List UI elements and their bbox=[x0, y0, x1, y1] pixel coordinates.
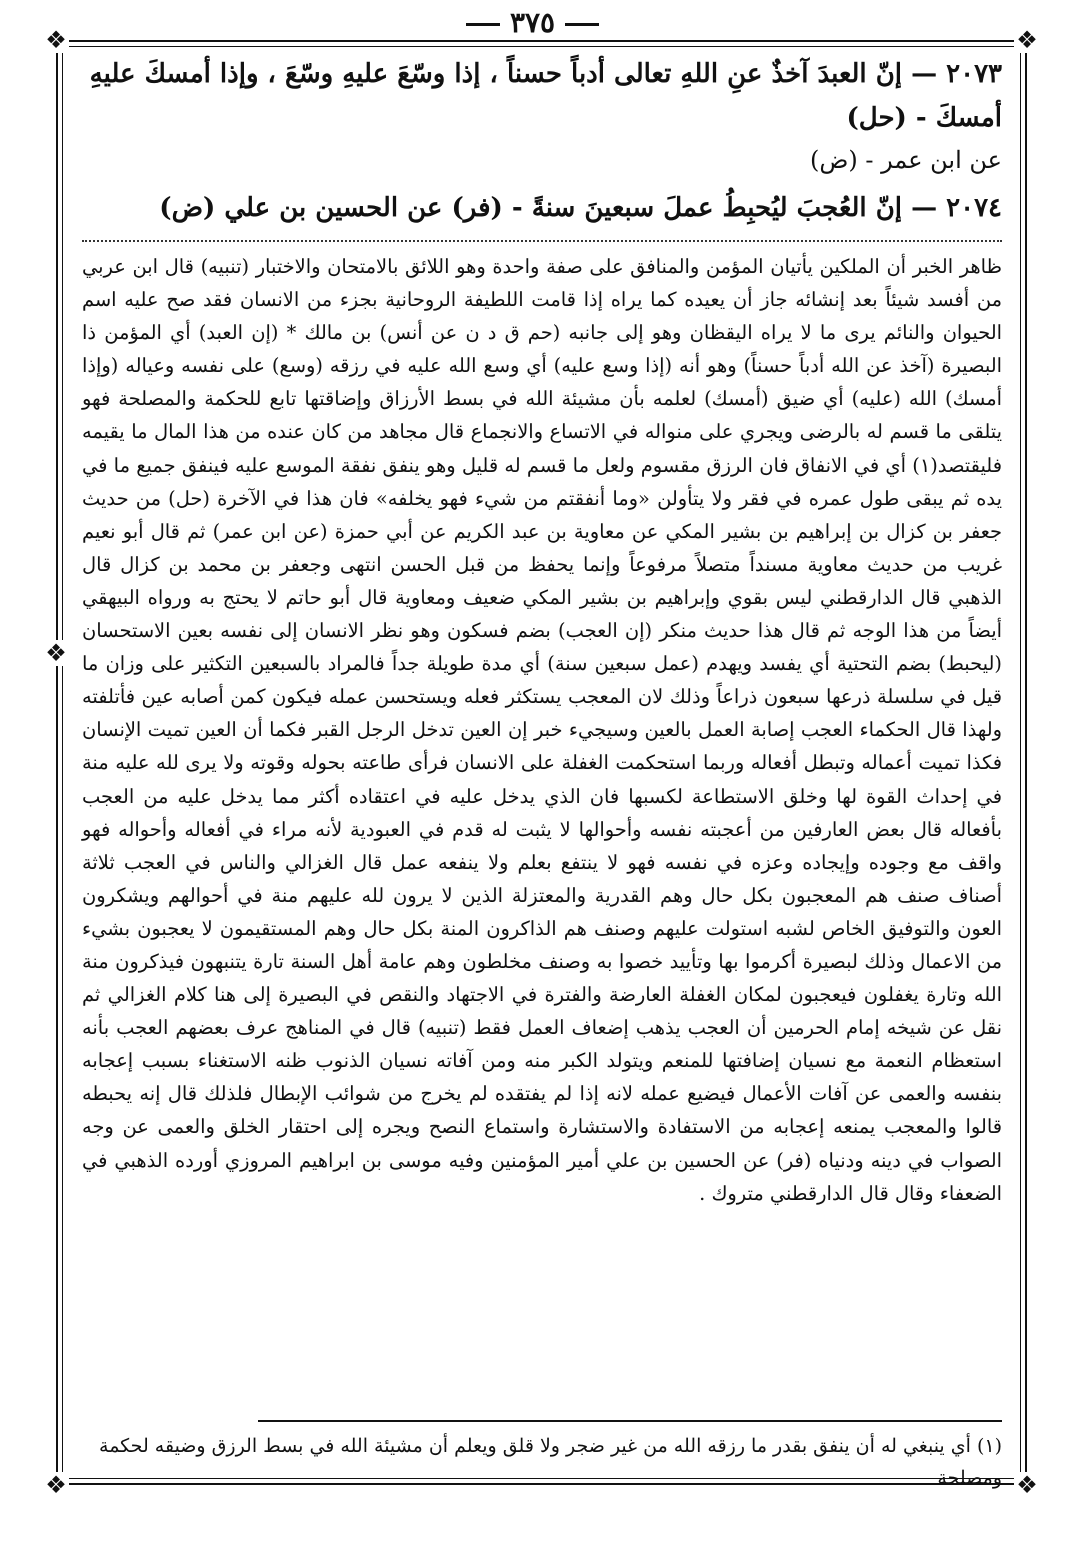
commentary-text: ظاهر الخبر أن الملكين يأتيان المؤمن والمنافق على صفة واحدة وهو اللائق بالامتحان والاختبار (تنبيه) قال ابن عربي من أفسد شيئاً بعد إنشائه جاز أن يعيده كما يراه إذا قامت اللطيفة الروحانية بجزء من الانسان فقد صح عليه اسم الحيوان والنائم يرى ما لا يراه اليقظان وهو إلى جانبه (حم ق د ن عن أنس) بن مالك * (إن العبد) أي المؤمن ذا البصيرة (آخذ عن الله أدباً حسناً) وهو أنه (إذا وسع عليه) أي وسع الله عليه في رزقه (وسع) على نفسه وعياله (وإذا أمسك) الله (عليه) أي ضيق (أمسك) لعلمه بأن مشيئة الله في بسط الأرزاق وإضاقتها تابع للحكمة والمصلحة فهو يتلقى ما قسم له بالرضى ويجري على منواله في الاتساع والانجماع قال مجاهد من كان عنده من هذا المال ما يقيمه فليقتصد(١) أي في الانفاق فان الرزق مقسوم ولعل ما قسم له قليل وهو ينفق نفقة الموسع عليه فينفق جميع ما في يده ثم يبقى طول عمره في فقر ولا يتأولن «وما أنفقتم من شيء فهو يخلفه» فان هذا في الآخرة (حل) من حديث جعفر بن كزال بن إبراهيم بن بشير المكي عن معاوية بن عبد الكريم عن أبي حمزة (عن ابن عمر) ثم قال أبو نعيم غريب من حديث معاوية مسنداً متصلاً مرفوعاً وإنما يحفظ من قبل الحسن انتهى وجعفر بن محمد بن كزال قال الذهبي قال الدارقطني ليس بقوي وإبراهيم بن بشير المكي ضعيف ومعاوية قال أبو حاتم لا يحتج به ورواه البيهقي أيضاً من هذا الوجه ثم قال هذا حديث منكر (إن العجب) بضم فسكون وهو نظر الانسان إلى نفسه بعين الاستحسان (ليحبط) بضم التحتية أي يفسد ويهدم (عمل سبعين سنة) أي مدة طويلة جداً فالمراد بالسبعين التكثير على وزان ما قيل في سلسلة ذرعها سبعون ذراعاً وذلك لان المعجب يستكثر فعله ويستحسن عمله فيكون كمن أصابه عين فأتلفته ولهذا قال الحكماء العجب إصابة العمل بالعين وسيجيء خبر إن العين تدخل الرجل القبر فكما أن العين تميت الإنسان فكذا تميت أعماله وتبطل أفعاله وربما استحكمت الغفلة على الانسان فرأى طاعته بحوله وقوته ولا يرى لله عليه منة في إحداث القوة لها وخلق الاستطاعة لكسبها فان الذي يدخل عليه في اعتقاده أكثر مما يدخل عليه من العجب بأفعاله قال بعض العارفين من أعجبته نفسه وأحوالها لا يثبت له قدم في العبودية لأنه مراء في أفعاله وأحواله فهو واقف مع وجوده وإيجاده وعزه في نفسه فهو لا ينتفع بعلم ولا ينفعه عمل قال الغزالي والناس في العجب ثلاثة أصناف صنف هم المعجبون بكل حال وهم القدرية والمعتزلة الذين لا يرون لله عليهم منة في أحوالهم ويشكرون العون والتوفيق الخاص لشبه استولت عليهم وصنف هم الذاكرون المنة بكل حال وهم المستقيمون لا يعجبون بشيء من الاعمال وذلك لبصيرة أكرموا بها وتأييد خصوا به وصنف مخلطون وهم عامة أهل السنة تارة يتنبهون فيذكرون منة الله وتارة يغفلون فيعجبون لمكان الغفلة العارضة والفترة في الاجتهاد والنقص في البصيرة إلى هنا كلام الغزالي ثم نقل عن شيخه إمام الحرمين أن العجب يذهب إضعاف العمل فقط (تنبيه) قال في المناهج عرف بعضهم العجب بأنه استعظام النعمة مع نسيان إضافتها للمنعم ويتولد الكبر منه ومن آفاته نسيان الذنوب ظنه الاستغناء بسبب إعجابه بنفسه والعمى عن آفات الأعمال فيضيع عمله لانه إذا لم يفتقده لم يخرج من شوائب الإبطال فلذلك قال إنه يحبطه قالوا والمعجب يمنعه إعجابه من الاستفادة والاستشارة واستماع النصح ويجره إلى احتقار الخلق والعمى عن وجه الصواب في دينه ودنياه (فر) عن الحسين بن علي أمير المؤمنين وفيه موسى بن ابراهيم المروزي أورده الذهبي في الضعفاء وقال قال الدارقطني متروك . bbox=[82, 255, 1002, 1205]
hadith-2074: ٢٠٧٤ — إنّ العُجبَ ليُحبِطُ عملَ سبعينَ سنةً - (فر) عن الحسين بن علي (ض) bbox=[159, 193, 1002, 223]
page-number-dash-left bbox=[466, 23, 500, 26]
hadith-source: (حل) bbox=[846, 103, 907, 133]
page-content bbox=[82, 52, 1002, 1210]
ornament-icon: ❖ bbox=[1014, 1472, 1040, 1498]
page-number-value: ٣٧٥ bbox=[509, 6, 556, 39]
hadith-number: ٢٠٧٣ bbox=[946, 59, 1002, 89]
page-number-dash-right bbox=[565, 23, 599, 26]
hadith-narrator: عن ابن عمر - (ض) bbox=[809, 146, 1002, 174]
hadith-text: إنّ العبدَ آخذٌ عنِ اللهِ تعالى أدباً حسناً ، إذا وسّعَ عليهِ وسّعَ ، وإذا أمسكَ عليهِ أمسكَ bbox=[89, 59, 1002, 133]
hadith-source: (فر) عن الحسين بن علي (ض) bbox=[159, 193, 503, 223]
section-divider bbox=[82, 240, 1002, 242]
ornament-icon: ❖ bbox=[1014, 27, 1040, 53]
hadith-2073: ٢٠٧٣ — إنّ العبدَ آخذٌ عنِ اللهِ تعالى أدباً حسناً ، إذا وسّعَ عليهِ وسّعَ ، وإذا أمسكَ عليهِ أمسكَ - (حل) bbox=[89, 59, 1002, 133]
ornament-icon: ❖ bbox=[43, 1472, 69, 1498]
ornament-icon: ❖ bbox=[43, 640, 69, 666]
hadith-number: ٢٠٧٤ bbox=[946, 193, 1002, 223]
page-number bbox=[0, 6, 1065, 39]
footnote-rule bbox=[258, 1420, 1002, 1422]
ornament-icon: ❖ bbox=[43, 27, 69, 53]
hadith-text: إنّ العُجبَ ليُحبِطُ عملَ سبعينَ سنةً bbox=[531, 193, 903, 223]
footnote-text: (١) أي ينبغي له أن ينفق بقدر ما رزقه الله من غير ضجر ولا قلق ويعلم أن مشيئة الله في بسط الرزق وضيقه لحكمة ومصلحة bbox=[99, 1435, 1002, 1489]
